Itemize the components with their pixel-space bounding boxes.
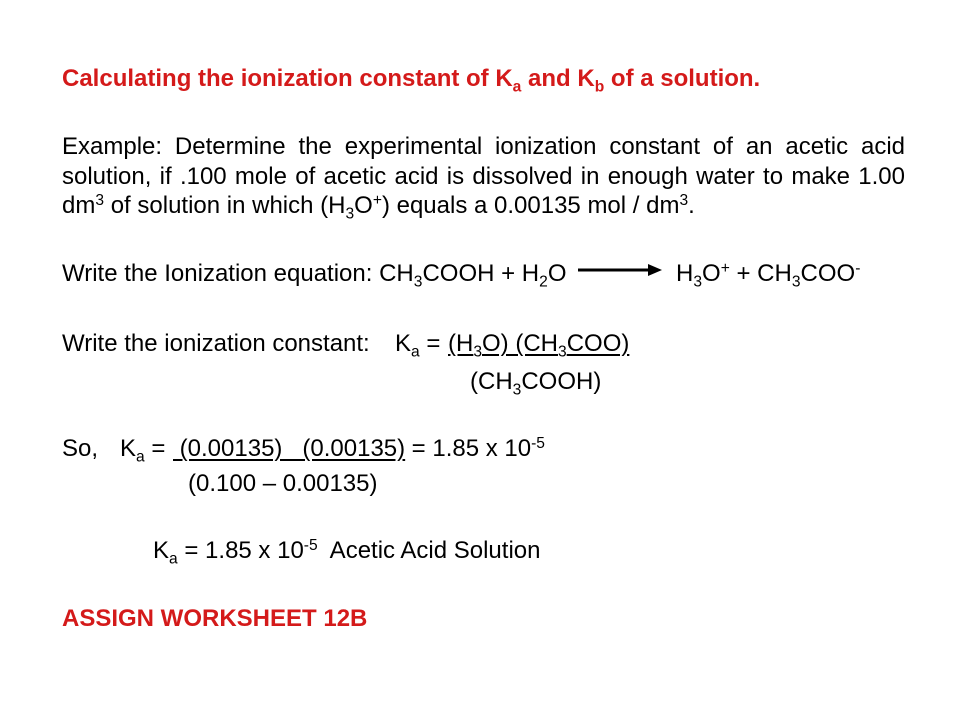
subscript-text: 3 <box>345 205 355 223</box>
subscript-text: a <box>512 78 522 96</box>
calculation-result <box>405 435 545 463</box>
subscript-text: 3 <box>473 343 483 361</box>
text-run: O) (CH <box>482 330 558 357</box>
text-run: (H <box>448 330 474 357</box>
superscript-text: 3 <box>679 192 689 210</box>
subscript-text: 3 <box>693 273 703 291</box>
text-run: COOH + H <box>422 260 540 287</box>
constant-denominator <box>470 368 602 399</box>
subscript-text: a <box>411 343 420 361</box>
text-run: Example: Determine the experimental ionization constant of an acetic acid solution, if .100 mole of acetic acid is dissolved in enough water to make 1.00 dm <box>62 133 905 219</box>
superscript-text: -5 <box>531 435 545 453</box>
text-run: . <box>688 192 695 219</box>
subscript-text: 3 <box>558 343 567 361</box>
subscript-text: 3 <box>413 273 423 291</box>
superscript-text: + <box>720 260 730 278</box>
text-run: H <box>676 260 694 287</box>
text-run: O <box>547 260 567 287</box>
text-run: K <box>120 435 137 462</box>
text-run: O <box>702 260 721 287</box>
arrow-head <box>648 264 662 276</box>
text-run: + CH <box>729 260 792 287</box>
constant-lhs <box>395 330 448 361</box>
equation-reactants <box>62 260 567 291</box>
example-paragraph <box>62 132 905 221</box>
text-run: Calculating the ionization constant of K <box>62 65 513 92</box>
text-run: Acetic Acid Solution <box>317 537 541 564</box>
text-run: Write the Ionization equation: CH <box>62 260 414 287</box>
text-run: and K <box>521 65 595 92</box>
subscript-text: 3 <box>791 273 801 291</box>
text-run: O <box>354 192 373 219</box>
calculation-numerator: (0.00135) (0.00135) <box>173 435 406 462</box>
text-run: = <box>144 435 173 462</box>
text-run: = 1.85 x 10 <box>405 435 532 462</box>
text-run: ) equals a 0.00135 mol / dm <box>381 192 680 219</box>
equation-products <box>676 260 861 291</box>
superscript-text: -5 <box>303 537 318 555</box>
slide-title <box>62 65 761 96</box>
superscript-text: 3 <box>95 192 105 210</box>
text-run: (CH <box>470 368 513 395</box>
text-run: = 1.85 x 10 <box>177 537 304 564</box>
text-run: K <box>153 537 170 564</box>
text-run: COO) <box>566 330 630 357</box>
text-run: COOH) <box>521 368 602 395</box>
text-run: of a solution. <box>604 65 761 92</box>
superscript-text: + <box>372 192 382 210</box>
subscript-text: a <box>136 448 145 466</box>
subscript-text: a <box>169 550 178 568</box>
text-run: COO <box>800 260 856 287</box>
text-run: K <box>395 330 412 357</box>
subscript-text: 2 <box>539 273 548 291</box>
text-run: of solution in which (H <box>104 192 346 219</box>
calculation-lhs <box>120 435 173 466</box>
subscript-text: 3 <box>512 381 522 399</box>
calculation-denominator: (0.100 – 0.00135) <box>188 470 378 497</box>
text-run: = <box>419 330 448 357</box>
answer-line <box>153 537 541 568</box>
reaction-arrow-icon <box>576 262 664 278</box>
constant-label: Write the ionization constant: <box>62 330 370 357</box>
calculation-label: So, <box>62 435 99 462</box>
assignment-text: ASSIGN WORKSHEET 12B <box>62 605 368 632</box>
superscript-text: - <box>855 260 861 278</box>
subscript-text: b <box>594 78 605 96</box>
constant-numerator <box>448 330 630 361</box>
